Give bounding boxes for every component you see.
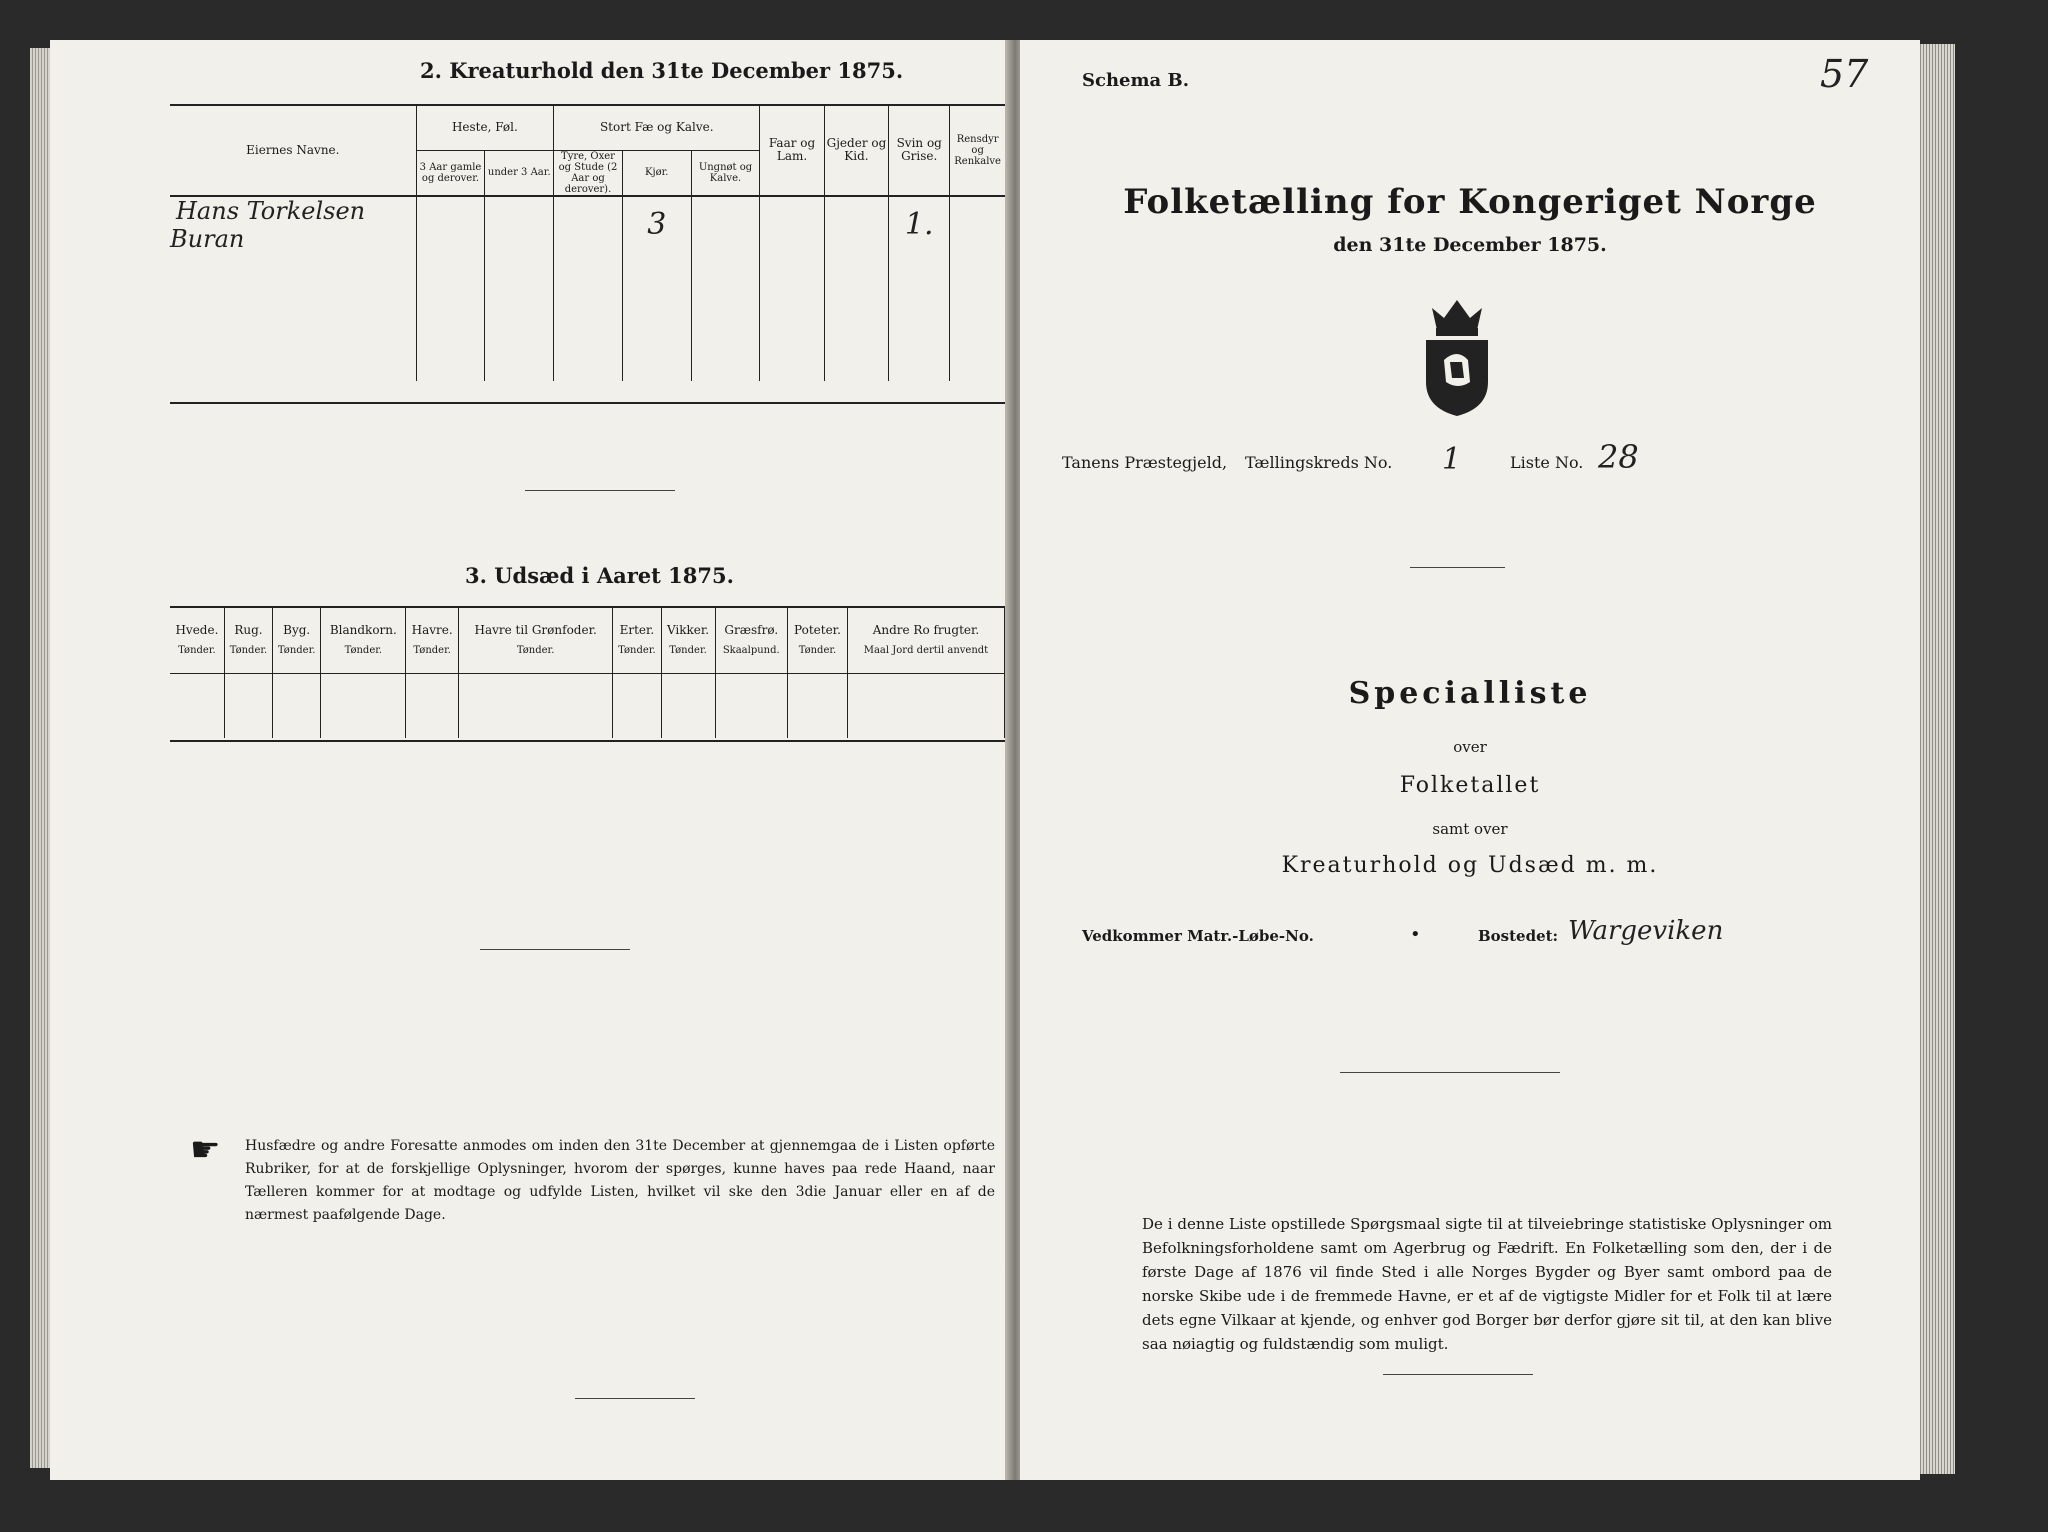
heste-old-header: 3 Aar gamle og derover. [416, 150, 485, 196]
udsaed-cell [661, 673, 715, 738]
udsaed-crop-name: Vikker. [666, 623, 710, 638]
divider [1340, 1072, 1560, 1073]
rensdyr-header: Rensdyr og Renkalve [950, 106, 1005, 196]
section2-title: 2. Kreaturhold den 31te December 1875. [420, 58, 904, 83]
svin-header: Svin og Grise. [889, 106, 950, 196]
coat-of-arms-icon [1412, 290, 1502, 420]
udsaed-unit: Tønder. [277, 645, 316, 657]
udsaed-crop-name: Havre til Grønfoder. [474, 623, 597, 638]
folketallet-text: Folketallet [1399, 773, 1541, 798]
divider [525, 490, 675, 491]
udsaed-crop-name: Byg. [283, 623, 311, 638]
udsaed-unit: Tønder. [618, 645, 656, 657]
udsaed-column-header [406, 608, 459, 673]
udsaed-unit: Tønder. [229, 645, 268, 657]
udsaed-unit: Tønder. [413, 645, 451, 657]
udsaed-column-header [715, 608, 787, 673]
udsaed-cell [224, 673, 272, 738]
kreaturhold-text: Kreaturhold og Udsæd m. m. [1281, 853, 1659, 878]
page-edges-right [1915, 44, 1955, 1474]
tyre-header: Tyre, Oxer og Stude (2 Aar og derover). [554, 150, 623, 196]
folio-number: 57 [1820, 52, 1869, 96]
udsaed-unit: Tønder. [798, 645, 837, 657]
divider [575, 1398, 695, 1399]
notice-text: Husfædre og andre Foresatte anmodes om inden den 31te December at gjennemgaa de i Listen opførte Rubriker, for at de forskjellige Oplysninger, hvorom der spørges, kunne haves paa rede Haand, naar Tælleren kommer for at modtage og udfylde Listen, hvilket vil ske den 3die Januar eller en af de nærmest paafølgende Dage. [245, 1138, 995, 1223]
faar-header: Faar og Lam. [760, 106, 824, 196]
udsaed-column-header [321, 608, 406, 673]
kreds-label: Tællingskreds No. [1245, 453, 1393, 472]
udsaed-cell [788, 673, 848, 738]
subtitle: den 31te December 1875. [1333, 234, 1607, 256]
liste-value: 28 [1598, 438, 1639, 476]
udsaed-cell [406, 673, 459, 738]
udsaed-cell [273, 673, 321, 738]
divider [480, 949, 630, 950]
divider [1410, 567, 1505, 568]
bosted-label: Bostedet: [1478, 927, 1559, 945]
udsaed-unit: Tønder. [344, 645, 383, 657]
specialliste-heading: Specialliste [1348, 676, 1592, 711]
udsaed-bottom-rule [170, 740, 1005, 742]
bullet-dot: • [1410, 924, 1421, 945]
prestegjeld-label: Tanens Præstegjeld, [1062, 453, 1228, 472]
udsaed-unit: Tønder. [669, 645, 707, 657]
udsaed-cell [847, 673, 1004, 738]
kjor-count: 3 [647, 207, 667, 242]
over-text: over [1453, 738, 1487, 756]
udsaed-cell [613, 673, 661, 738]
left-page [50, 40, 1010, 1480]
heste-group-header: Heste, Føl. [416, 106, 554, 150]
udsaed-crop-name: Græsfrø. [724, 623, 779, 638]
udsaed-unit: Tønder. [178, 645, 216, 657]
udsaed-cell [459, 673, 613, 738]
right-page [1020, 40, 1920, 1480]
pointing-hand-icon: ☛ [190, 1130, 221, 1170]
udsaed-cell [321, 673, 406, 738]
udsaed-column-header [613, 608, 661, 673]
livestock-table [170, 106, 1005, 381]
udsaed-crop-name: Poteter. [794, 623, 841, 638]
gjeder-header: Gjeder og Kid. [824, 106, 888, 196]
table-bottom-rule [170, 402, 1005, 404]
main-title: Folketælling for Kongeriget Norge [1123, 182, 1817, 222]
schema-label: Schema B. [1082, 70, 1189, 91]
udsaed-cell [715, 673, 787, 738]
udsaed-unit: Maal Jord dertil anvendt [863, 645, 989, 657]
udsaed-column-header [459, 608, 613, 673]
udsaed-crop-name: Blandkorn. [329, 623, 397, 638]
ungnot-header: Ungnøt og Kalve. [691, 150, 760, 196]
udsaed-crop-name: Rug. [234, 623, 263, 638]
udsaed-unit: Tønder. [516, 645, 555, 657]
footer-paragraph: De i denne Liste opstillede Spørgsmaal sigte til at tilveiebringe statistiske Oplysninger om Befolkningsforholdene samt om Agerbrug og Fædrift. En Folketælling som den, der i de første Dage af 1876 vil finde Sted i alle Norges Bygder og Byer samt ombord paa de norske Skibe ude i de fremmede Havne, er et af de vigtigste Midler for et Folk til at lære dets egne Vilkaar at kjende, og enhver god Borger bør derfor gjøre sit til, at den kan blive saa nøiagtig og fuldstændig som muligt. [1142, 1215, 1832, 1353]
heste-young-header: under 3 Aar. [485, 150, 554, 196]
owner-name: Hans Torkelsen Buran [170, 196, 366, 253]
owner-header: Eiernes Navne. [170, 106, 416, 196]
udsaed-cell [170, 673, 224, 738]
udsaed-column-header [273, 608, 321, 673]
udsaed-column-header [224, 608, 272, 673]
storfe-group-header: Stort Fæ og Kalve. [554, 106, 760, 150]
matr-label: Vedkommer Matr.-Løbe-No. [1082, 927, 1314, 945]
udsaed-unit: Skaalpund. [722, 645, 780, 657]
udsaed-column-header [788, 608, 848, 673]
kreds-value: 1 [1442, 442, 1462, 477]
udsaed-crop-name: Hvede. [175, 623, 219, 638]
divider [1383, 1374, 1533, 1375]
udsaed-crop-name: Andre Ro frugter. [872, 623, 980, 638]
udsaed-column-header [661, 608, 715, 673]
liste-label: Liste No. [1510, 453, 1584, 472]
udsaed-table [170, 608, 1005, 738]
udsaed-crop-name: Havre. [411, 623, 453, 638]
svin-count: 1. [904, 207, 934, 242]
udsaed-column-header [170, 608, 224, 673]
kjor-header: Kjør. [622, 150, 691, 196]
udsaed-column-header [847, 608, 1004, 673]
udsaed-crop-name: Erter. [619, 623, 655, 638]
samt-over-text: samt over [1432, 820, 1508, 838]
bosted-value: Wargeviken [1568, 916, 1724, 946]
table-row [170, 196, 416, 253]
section3-title: 3. Udsæd i Aaret 1875. [465, 563, 734, 588]
